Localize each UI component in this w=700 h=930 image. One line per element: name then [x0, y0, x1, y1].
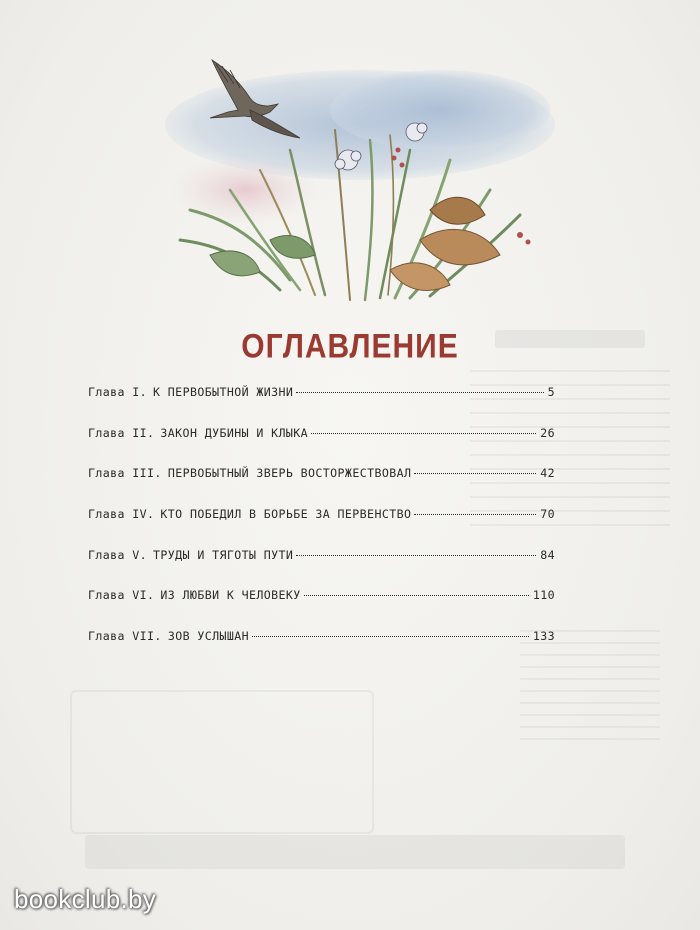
chapter-title: ИЗ ЛЮБВИ К ЧЕЛОВЕКУ — [160, 588, 301, 603]
chapter-number: Глава IV. — [88, 507, 155, 522]
table-of-contents — [88, 385, 555, 670]
chapter-number: Глава VI. — [88, 588, 155, 603]
page-number: 42 — [540, 466, 555, 481]
chapter-number: Глава II. — [88, 425, 155, 440]
chapter-number: Глава VII. — [88, 629, 162, 644]
toc-entry[interactable] — [88, 466, 555, 507]
chapter-title: ЗОВ УСЛЫШАН — [167, 629, 249, 644]
page-number: 84 — [540, 547, 555, 562]
chapter-number: Глава I. — [88, 385, 148, 399]
page-number: 133 — [532, 629, 555, 644]
toc-entry[interactable] — [88, 629, 555, 670]
bleed-through-mark — [70, 690, 374, 834]
toc-entry[interactable] — [88, 588, 555, 629]
page-number: 26 — [540, 425, 555, 440]
toc-entry[interactable] — [88, 548, 555, 589]
chapter-title: К ПЕРВОБЫТНОЙ ЖИЗНИ — [153, 385, 294, 399]
chapter-title: ТРУДЫ И ТЯГОТЫ ПУТИ — [153, 547, 294, 562]
page-title: ОГЛАВЛЕНИЕ — [241, 327, 459, 366]
dot-leader — [414, 514, 536, 515]
chapter-number: Глава III. — [88, 466, 162, 481]
dot-leader — [311, 433, 536, 434]
page-number: 70 — [540, 507, 555, 522]
dot-leader — [296, 555, 536, 556]
chapter-title: ПЕРВОБЫТНЫЙ ЗВЕРЬ ВОСТОРЖЕСТВОВАЛ — [167, 466, 412, 481]
dot-leader — [296, 392, 543, 393]
chapter-title: ЗАКОН ДУБИНЫ И КЛЫКА — [160, 425, 309, 440]
bird-over-grass-illustration — [150, 40, 560, 310]
dot-leader — [414, 473, 536, 474]
chapter-title: КТО ПОБЕДИЛ В БОРЬБЕ ЗА ПЕРВЕНСТВО — [160, 507, 412, 522]
toc-entry[interactable] — [88, 385, 555, 426]
page-number: 110 — [532, 588, 555, 603]
dot-leader — [252, 636, 529, 637]
toc-entry[interactable] — [88, 426, 555, 467]
page-number: 5 — [547, 385, 555, 399]
toc-entry[interactable] — [88, 507, 555, 548]
dot-leader — [304, 595, 529, 596]
watermark: bookclub.by — [14, 884, 157, 914]
bleed-through-mark — [85, 835, 625, 869]
chapter-number: Глава V. — [88, 547, 148, 562]
